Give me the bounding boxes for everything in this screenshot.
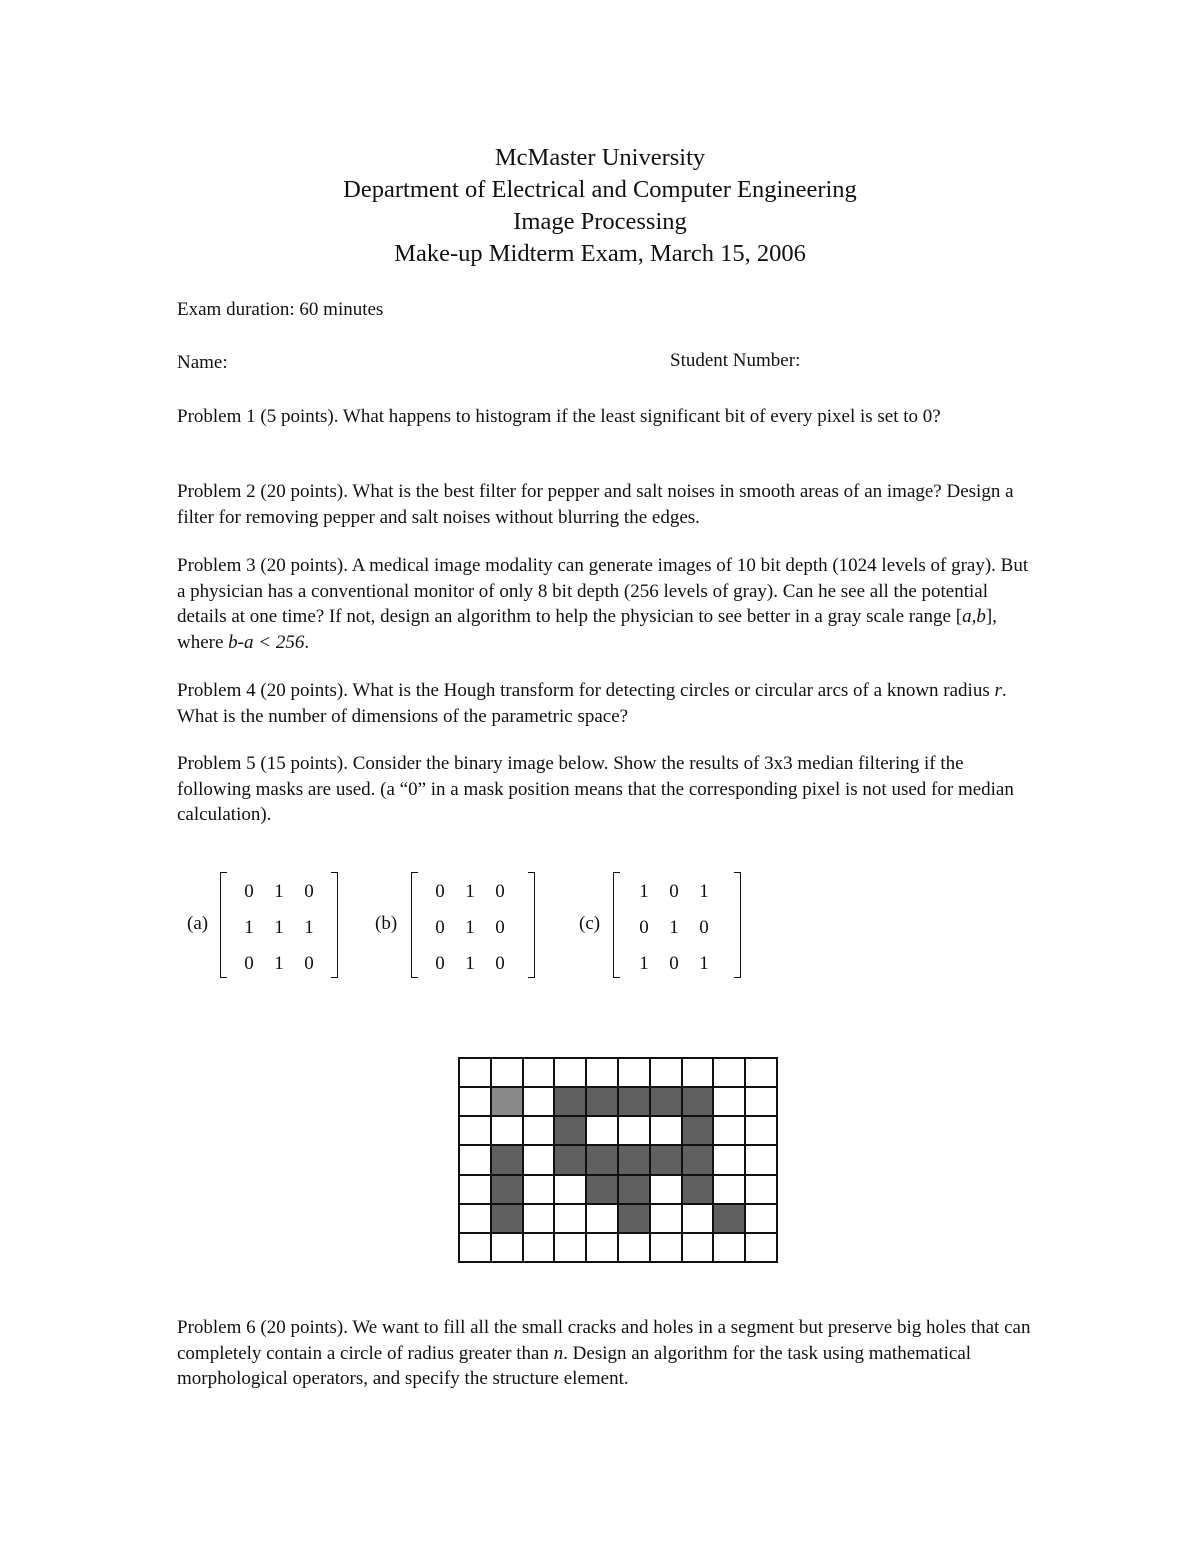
left-bracket xyxy=(613,872,620,978)
problem-3-end: . xyxy=(304,631,310,653)
name-label: Name: xyxy=(177,352,228,373)
pixel-cell xyxy=(683,1088,713,1115)
pixel-cell xyxy=(524,1234,554,1261)
problem-3-where: ], where xyxy=(177,606,997,653)
pixel-cell xyxy=(492,1146,522,1173)
mask-cell: 0 xyxy=(669,881,679,902)
pixel-cell xyxy=(746,1059,776,1086)
left-bracket xyxy=(411,872,418,978)
mask-cell: 0 xyxy=(639,917,649,938)
mask-cell: 0 xyxy=(435,953,445,974)
right-bracket xyxy=(734,872,741,978)
pixel-cell xyxy=(555,1176,585,1203)
pixel-cell xyxy=(587,1176,617,1203)
pixel-cell xyxy=(619,1117,649,1144)
university-title: McMaster University xyxy=(494,144,706,171)
pixel-cell xyxy=(524,1205,554,1232)
pixel-cell xyxy=(683,1234,713,1261)
pixel-cell xyxy=(587,1117,617,1144)
problem-2: Problem 2 (20 points). What is the best filter for pepper and salt noises in smooth areas of an image? Design a filter for removing pepper and salt noises without blurring the edges. xyxy=(177,481,1014,528)
problem-4-question: . What is the number of dimensions of the parametric space? xyxy=(177,680,1007,727)
pixel-cell xyxy=(714,1059,744,1086)
pixel-cell xyxy=(555,1117,585,1144)
problem-3-range: a,b xyxy=(962,606,986,627)
problem-1: Problem 1 (5 points). What happens to histogram if the least significant bit of every pixel is set to 0? xyxy=(177,406,941,427)
pixel-cell xyxy=(555,1234,585,1261)
pixel-cell xyxy=(587,1088,617,1115)
pixel-cell xyxy=(460,1234,490,1261)
problem-4 xyxy=(177,678,1037,729)
pixel-cell xyxy=(651,1176,681,1203)
pixel-cell xyxy=(492,1117,522,1144)
right-bracket xyxy=(331,872,338,978)
pixel-cell xyxy=(524,1176,554,1203)
mask-cell: 0 xyxy=(435,881,445,902)
mask-cell: 1 xyxy=(465,953,475,974)
right-bracket xyxy=(528,872,535,978)
pixel-cell xyxy=(683,1117,713,1144)
pixel-cell xyxy=(587,1146,617,1173)
mask-cell: 1 xyxy=(699,881,709,902)
pixel-cell xyxy=(524,1146,554,1173)
pixel-cell xyxy=(555,1088,585,1115)
problem-6 xyxy=(177,1315,1037,1392)
mask-cell: 1 xyxy=(304,917,314,938)
pixel-cell xyxy=(746,1117,776,1144)
mask-cell: 1 xyxy=(274,917,284,938)
pixel-cell xyxy=(714,1117,744,1144)
mask-cell: 0 xyxy=(495,881,505,902)
pixel-cell xyxy=(460,1205,490,1232)
mask-cell: 1 xyxy=(274,953,284,974)
pixel-cell xyxy=(746,1205,776,1232)
pixel-cell xyxy=(619,1234,649,1261)
pixel-cell xyxy=(555,1205,585,1232)
mask-b-label: (b) xyxy=(375,913,398,934)
problem-3 xyxy=(177,553,1037,655)
pixel-cell xyxy=(524,1059,554,1086)
mask-a-values xyxy=(234,877,324,985)
pixel-cell xyxy=(619,1059,649,1086)
mask-a-label: (a) xyxy=(187,913,209,934)
mask-cell: 1 xyxy=(274,881,284,902)
pixel-cell xyxy=(587,1059,617,1086)
mask-cell: 1 xyxy=(465,917,475,938)
pixel-cell xyxy=(492,1176,522,1203)
pixel-cell xyxy=(651,1146,681,1173)
course-title: Image Processing xyxy=(513,208,687,235)
pixel-cell xyxy=(714,1088,744,1115)
mask-cell: 1 xyxy=(669,917,679,938)
mask-cell: 0 xyxy=(495,917,505,938)
pixel-cell xyxy=(683,1146,713,1173)
pixel-cell xyxy=(683,1205,713,1232)
problem-3-inequality: b-a < 256 xyxy=(228,631,305,653)
pixel-cell xyxy=(746,1146,776,1173)
pixel-cell xyxy=(683,1059,713,1086)
exam-duration: Exam duration: 60 minutes xyxy=(177,299,384,320)
pixel-cell xyxy=(587,1234,617,1261)
pixel-cell xyxy=(460,1117,490,1144)
binary-image-grid xyxy=(458,1057,778,1263)
pixel-cell xyxy=(492,1059,522,1086)
pixel-cell xyxy=(651,1059,681,1086)
mask-cell: 0 xyxy=(699,917,709,938)
problem-3-text: Problem 3 (20 points). A medical image modality can generate images of 10 bit depth (1024 levels of gray). But a physician has a conventional monitor of only 8 bit depth (256 levels of gray). Can he see all the potential details at one time? If not, design an algorithm to help the physician to see better in a gray scale range [ xyxy=(177,555,1029,627)
pixel-cell xyxy=(524,1088,554,1115)
mask-cell: 0 xyxy=(669,953,679,974)
mask-a xyxy=(220,872,338,980)
mask-c-values xyxy=(629,877,719,985)
mask-cell: 0 xyxy=(304,881,314,902)
pixel-cell xyxy=(555,1059,585,1086)
problem-4-radius: r xyxy=(994,680,1002,701)
pixel-cell xyxy=(492,1205,522,1232)
exam-header xyxy=(0,142,1200,270)
problem-6-task: . Design an algorithm for the task using mathematical morphological operators, and specify the structure element. xyxy=(177,1342,972,1389)
left-bracket xyxy=(220,872,227,978)
mask-c xyxy=(613,872,741,980)
pixel-cell xyxy=(492,1088,522,1115)
pixel-cell xyxy=(460,1059,490,1086)
exam-title: Make-up Midterm Exam, March 15, 2006 xyxy=(394,240,806,267)
pixel-cell xyxy=(714,1234,744,1261)
pixel-cell xyxy=(714,1205,744,1232)
pixel-cell xyxy=(651,1088,681,1115)
pixel-cell xyxy=(651,1234,681,1261)
mask-cell: 1 xyxy=(244,917,254,938)
mask-b-values xyxy=(425,877,515,985)
pixel-cell xyxy=(683,1176,713,1203)
problem-4-text: Problem 4 (20 points). What is the Hough transform for detecting circles or circular arcs of a known radius xyxy=(177,680,995,701)
pixel-cell xyxy=(460,1088,490,1115)
pixel-cell xyxy=(460,1146,490,1173)
pixel-cell xyxy=(619,1205,649,1232)
pixel-cell xyxy=(524,1117,554,1144)
mask-cell: 1 xyxy=(639,953,649,974)
pixel-cell xyxy=(746,1234,776,1261)
pixel-cell xyxy=(460,1176,490,1203)
mask-cell: 1 xyxy=(699,953,709,974)
pixel-cell xyxy=(619,1146,649,1173)
pixel-cell xyxy=(619,1176,649,1203)
pixel-cell xyxy=(587,1205,617,1232)
mask-cell: 1 xyxy=(465,881,475,902)
pixel-cell xyxy=(651,1205,681,1232)
mask-cell: 0 xyxy=(244,953,254,974)
pixel-cell xyxy=(746,1176,776,1203)
student-number-label: Student Number: xyxy=(670,350,801,371)
mask-cell: 1 xyxy=(639,881,649,902)
mask-cell: 0 xyxy=(304,953,314,974)
department-title: Department of Electrical and Computer Engineering xyxy=(343,176,857,203)
problem-5: Problem 5 (15 points). Consider the binary image below. Show the results of 3x3 median filtering if the following masks are used. (a “0” in a mask position means that the corresponding pixel is not used for median calculation). xyxy=(177,753,1014,825)
pixel-cell xyxy=(714,1146,744,1173)
pixel-cell xyxy=(746,1088,776,1115)
mask-b xyxy=(411,872,535,980)
pixel-cell xyxy=(651,1117,681,1144)
problem-6-n: n xyxy=(553,1342,564,1364)
mask-c-label: (c) xyxy=(579,913,601,934)
mask-cell: 0 xyxy=(435,917,445,938)
mask-cell: 0 xyxy=(495,953,505,974)
pixel-cell xyxy=(619,1088,649,1115)
mask-cell: 0 xyxy=(244,881,254,902)
pixel-cell xyxy=(714,1176,744,1203)
pixel-cell xyxy=(492,1234,522,1261)
pixel-cell xyxy=(555,1146,585,1173)
problem-6-text: Problem 6 (20 points). We want to fill all the small cracks and holes in a segment but preserve big holes that can completely contain a circle of radius greater than xyxy=(177,1317,1031,1364)
